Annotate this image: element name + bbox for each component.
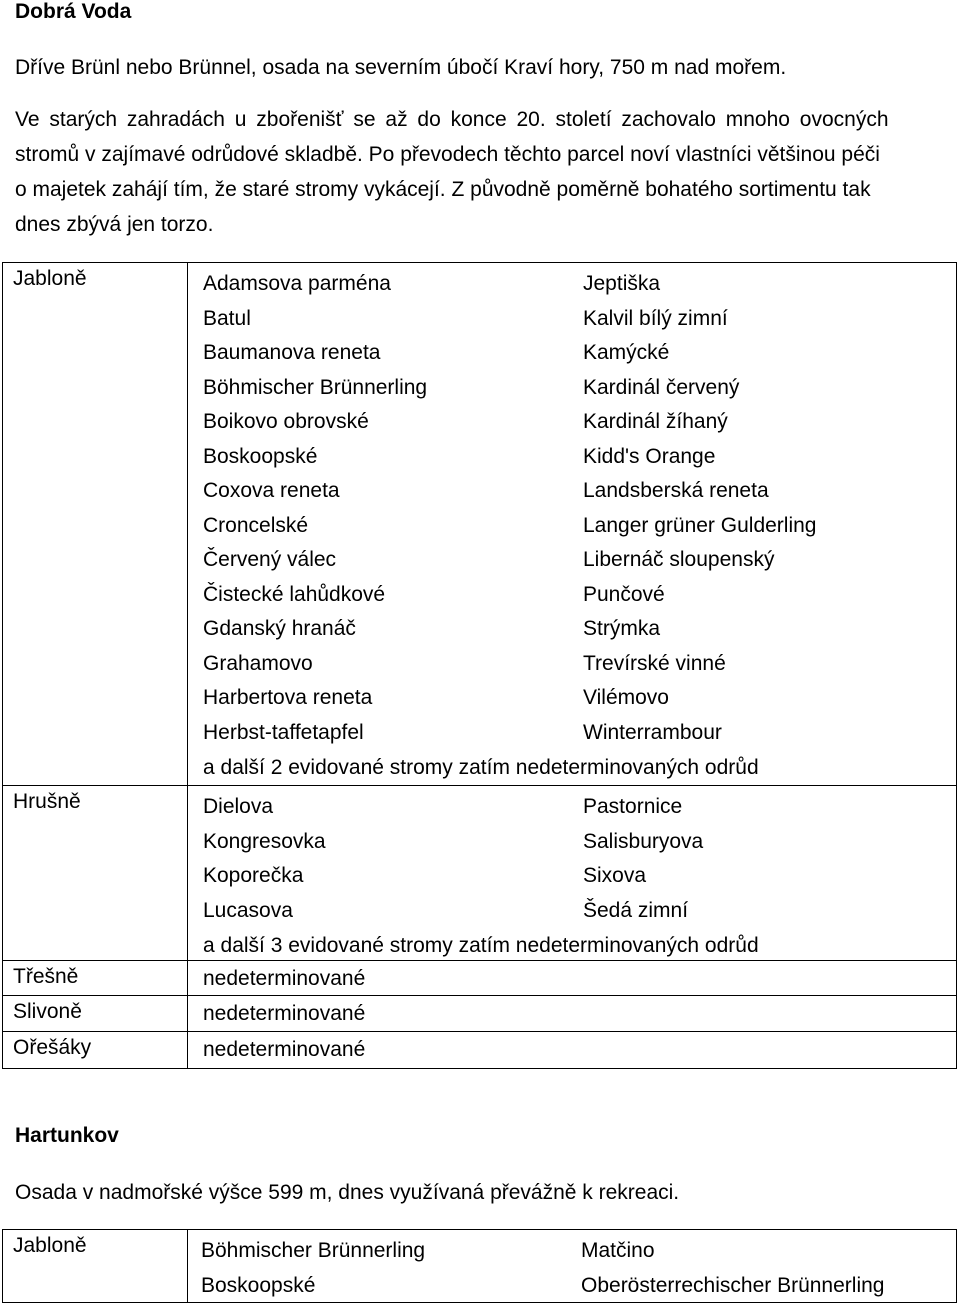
table-row-jablone <box>3 1230 956 1302</box>
category-jablone: Jabloně <box>3 1230 188 1302</box>
list-item: Strýmka <box>583 617 661 640</box>
variety-row <box>201 1269 956 1304</box>
list-item: Grahamovo <box>203 651 313 675</box>
list-item: Vilémovo <box>583 686 669 709</box>
hartunkov-table <box>2 1229 957 1303</box>
list-item: nedeterminované <box>203 1038 366 1061</box>
list-item: nedeterminované <box>203 1002 366 1025</box>
variety-row <box>203 716 956 751</box>
list-item: Langer grüner Gulderling <box>583 513 817 537</box>
list-item: Batul <box>203 306 251 330</box>
list-item: Winterrambour <box>583 720 722 744</box>
section-title-hartunkov: Hartunkov <box>15 1124 119 1147</box>
variety-row <box>203 894 956 929</box>
variety-row <box>203 302 956 337</box>
list-item: Boikovo obrovské <box>203 410 369 433</box>
list-item: Dielova <box>203 795 274 818</box>
undetermined-note: a další 2 evidované stromy zatím nedeterminovaných odrůd <box>203 756 759 779</box>
list-item: Kardinál červený <box>583 375 740 399</box>
table-row-slivone <box>3 995 956 1031</box>
list-item: Trevírské vinné <box>583 651 726 675</box>
list-item: Červený válec <box>203 548 337 571</box>
undetermined-note: a další 3 evidované stromy zatím nedeterminovaných odrůd <box>203 934 759 957</box>
list-item: Kamýcké <box>583 341 670 364</box>
table-row-hrusne <box>3 785 956 960</box>
variety-row <box>203 336 956 371</box>
list-item: Matčino <box>581 1239 655 1262</box>
list-item: Böhmischer Brünnerling <box>201 1239 426 1262</box>
variety-row <box>201 1234 956 1269</box>
category-slivone: Slivoně <box>3 996 188 1031</box>
list-item: Libernáč sloupenský <box>583 548 775 571</box>
paragraph-line: o majetek zahájí tím, že staré stromy vykácejí. Z původně poměrně bohatého sortimentu tak <box>15 178 871 201</box>
list-item: Böhmischer Brünnerling <box>203 375 428 399</box>
variety-tresne <box>188 961 956 995</box>
dobra-voda-intro: Dříve Brünl nebo Brünnel, osada na severním úbočí Kraví hory, 750 m nad mořem. <box>15 56 787 79</box>
variety-row <box>203 578 956 613</box>
variety-slivone <box>188 996 956 1031</box>
list-item: Koporečka <box>203 864 304 887</box>
list-item: Čistecké lahůdkové <box>203 582 386 606</box>
list-item: Jeptiška <box>583 272 661 295</box>
variety-row <box>203 825 956 860</box>
variety-row <box>203 474 956 509</box>
list-item: Pastornice <box>583 795 683 818</box>
list-item: Harbertova reneta <box>203 686 373 709</box>
dobra-voda-table <box>2 262 957 1069</box>
variety-list-hrusne <box>188 786 956 960</box>
list-item: Herbst-taffetapfel <box>203 720 364 744</box>
variety-row <box>203 790 956 825</box>
variety-row <box>203 509 956 544</box>
paragraph-line: stromů v zajímavé odrůdové skladbě. Po převodech těchto parcel noví vlastníci většinou péči <box>15 143 880 166</box>
list-item: Oberösterrechischer Brünnerling <box>581 1273 885 1297</box>
list-item: Croncelské <box>203 513 309 537</box>
list-item: Kardinál žíhaný <box>583 410 728 433</box>
variety-row <box>203 647 956 682</box>
list-item: Adamsova parména <box>203 272 391 295</box>
variety-row <box>203 859 956 894</box>
table-row-tresne <box>3 960 956 995</box>
category-jablone: Jabloně <box>3 263 188 785</box>
paragraph-line: dnes zbývá jen torzo. <box>15 213 214 236</box>
variety-list-jablone <box>188 1230 956 1302</box>
variety-row <box>203 681 956 716</box>
list-item: nedeterminované <box>203 967 366 990</box>
variety-row <box>203 543 956 578</box>
table-row-oresaky <box>3 1031 956 1068</box>
variety-oresaky <box>188 1032 956 1068</box>
paragraph-line: Ve starých zahradách u zbořenišť se až do konce 20. století zachovalo mnoho ovocných <box>15 108 889 131</box>
category-oresaky: Ořešáky <box>3 1032 188 1068</box>
list-item: Punčové <box>583 582 665 606</box>
variety-row <box>203 405 956 440</box>
section-title-dobra-voda: Dobrá Voda <box>15 0 132 23</box>
variety-row <box>203 612 956 647</box>
list-item: Lucasova <box>203 898 293 922</box>
list-item: Salisburyova <box>583 829 704 853</box>
variety-row <box>203 267 956 302</box>
variety-row <box>203 440 956 475</box>
list-item: Kongresovka <box>203 829 326 853</box>
list-item: Kalvil bílý zimní <box>583 306 728 330</box>
list-item: Boskoopské <box>201 1273 316 1297</box>
list-item: Baumanova reneta <box>203 341 381 364</box>
list-item: Kidd's Orange <box>583 444 716 468</box>
variety-list-jablone <box>188 263 956 785</box>
list-item: Landsberská reneta <box>583 479 769 502</box>
hartunkov-intro: Osada v nadmořské výšce 599 m, dnes využívaná převážně k rekreaci. <box>15 1181 680 1204</box>
table-row-jablone <box>3 263 956 785</box>
list-item: Gdanský hranáč <box>203 617 356 640</box>
variety-row <box>203 371 956 406</box>
category-tresne: Třešně <box>3 961 188 995</box>
list-item: Sixova <box>583 864 647 887</box>
dobra-voda-paragraph <box>15 102 945 242</box>
category-hrusne: Hrušně <box>3 786 188 960</box>
list-item: Boskoopské <box>203 444 318 468</box>
list-item: Šedá zimní <box>583 898 689 922</box>
list-item: Coxova reneta <box>203 479 340 502</box>
